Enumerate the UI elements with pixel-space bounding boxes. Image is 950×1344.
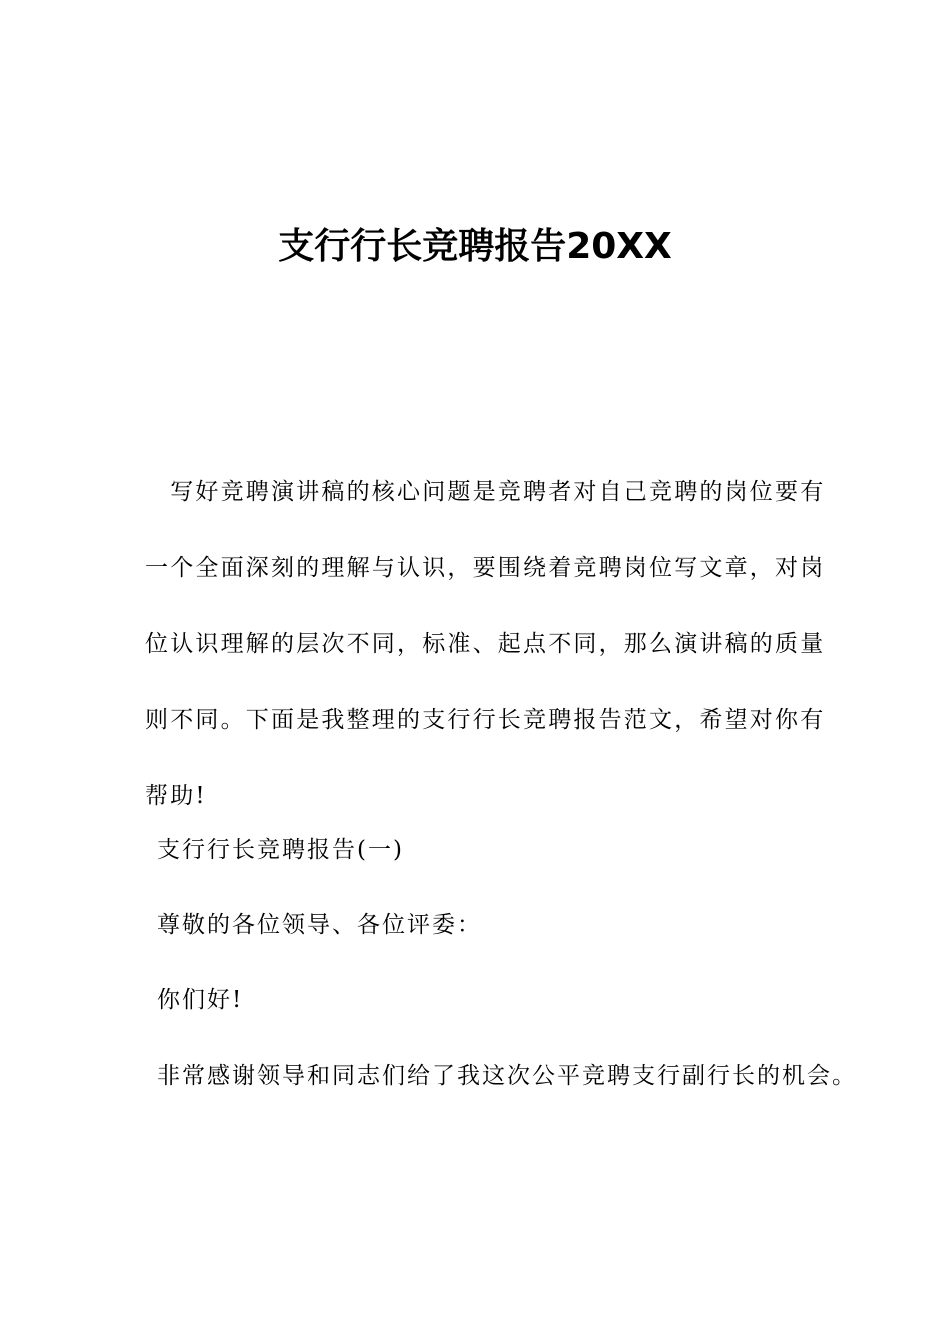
thanks-paragraph: 非常感谢领导和同志们给了我这次公平竞聘支行副行长的机会。	[157, 1063, 857, 1089]
greeting: 你们好!	[157, 987, 244, 1013]
intro-line: 位认识理解的层次不同，标准、起点不同，那么演讲稿的质量	[145, 631, 826, 657]
section-heading: 支行行长竞聘报告(一)	[157, 837, 404, 863]
document-title: 支行行长竞聘报告20XX	[278, 226, 672, 267]
intro-line: 则不同。下面是我整理的支行行长竞聘报告范文，希望对你有	[145, 707, 826, 733]
intro-line: 一个全面深刻的理解与认识，要围绕着竞聘岗位写文章，对岗	[145, 555, 826, 581]
intro-line: 帮助!	[145, 783, 207, 809]
intro-paragraph	[145, 454, 826, 834]
intro-line: 写好竞聘演讲稿的核心问题是竞聘者对自己竞聘的岗位要有	[145, 479, 826, 505]
salutation: 尊敬的各位领导、各位评委：	[157, 912, 482, 938]
